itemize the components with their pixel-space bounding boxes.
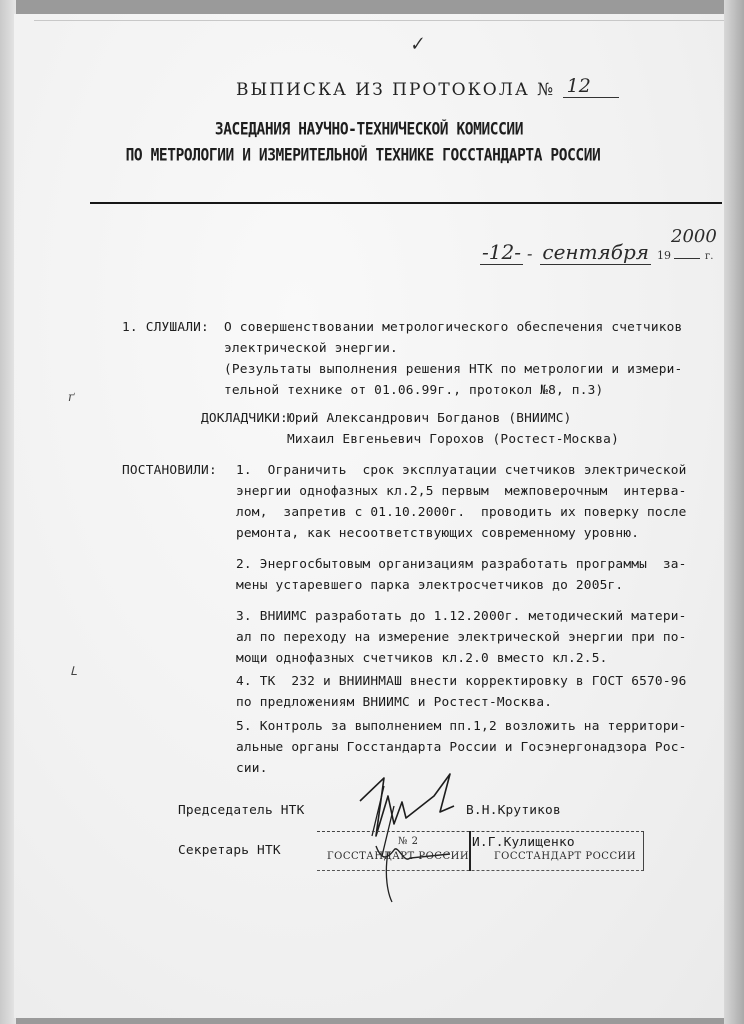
stamp-right-text: ГОССТАНДАРТ РОССИИ bbox=[494, 851, 637, 862]
chairman-name: В.Н.Крутиков bbox=[466, 803, 561, 818]
resolved-line: 2. Энергосбытовым организациям разработать программы за- bbox=[236, 557, 687, 572]
heard-line: О совершенствовании метрологического обеспечения счетчиков bbox=[224, 320, 683, 335]
page-top-edge bbox=[34, 14, 724, 21]
subtitle-line-1: ЗАСЕДАНИЯ НАУЧНО-ТЕХНИЧЕСКОЙ КОМИССИИ bbox=[214, 120, 524, 140]
heard-label: 1. СЛУШАЛИ: bbox=[122, 320, 209, 335]
date-century: 19 bbox=[657, 249, 672, 262]
resolved-item-4 bbox=[236, 671, 687, 713]
speakers-list bbox=[287, 408, 619, 450]
heard-line: (Результаты выполнения решения НТК по метрологии и измери- bbox=[224, 362, 683, 377]
subtitle-line-2: ПО МЕТРОЛОГИИ И ИЗМЕРИТЕЛЬНОЙ ТЕХНИКЕ ГОССТАНДАРТА РОССИИ bbox=[125, 146, 601, 166]
resolved-item-3 bbox=[236, 606, 687, 669]
document-title-text: ВЫПИСКА ИЗ ПРОТОКОЛА № bbox=[236, 80, 556, 100]
secretary-name: И.Г.Кулищенко bbox=[472, 835, 575, 850]
speaker-name: Михаил Евгеньевич Горохов (Ростест-Москва) bbox=[287, 432, 619, 447]
stamp-number: № 2 bbox=[398, 836, 419, 847]
date-day: -12- bbox=[482, 240, 521, 264]
resolved-line: по предложениям ВНИИМС и Ростест-Москва. bbox=[236, 695, 553, 710]
header-divider bbox=[90, 202, 722, 204]
margin-mark: ᒪ bbox=[70, 664, 77, 678]
stamp-left-text: ГОССТАНДАРТ РОССИИ bbox=[327, 851, 470, 862]
speaker-name: Юрий Александрович Богданов (ВНИИМС) bbox=[287, 411, 572, 426]
check-mark-icon: ✓ bbox=[407, 32, 426, 57]
date-month: сентября bbox=[542, 240, 650, 264]
resolved-line: 3. ВНИИМС разработать до 1.12.2000г. методический матери- bbox=[236, 609, 687, 624]
date-dash: - bbox=[526, 244, 533, 263]
resolved-line: энергии однофазных кл.2,5 первым межповерочным интерва- bbox=[236, 484, 687, 499]
resolved-line: 5. Контроль за выполнением пп.1,2 возложить на территори- bbox=[236, 719, 687, 734]
resolved-line: альные органы Госстандарта России и Госэнергонадзора Рос- bbox=[236, 740, 687, 755]
secretary-label: Секретарь НТК bbox=[178, 843, 281, 858]
stamp-divider bbox=[469, 831, 471, 871]
resolved-line: ал по переходу на измерение электрической энергии при по- bbox=[236, 630, 687, 645]
resolved-item-2 bbox=[236, 554, 687, 596]
document-date bbox=[480, 226, 717, 265]
resolved-line: лом, запретив с 01.10.2000г. проводить их поверку после bbox=[236, 505, 687, 520]
heard-line: электрической энергии. bbox=[224, 341, 398, 356]
resolved-line: мощи однофазных счетчиков кл.2.0 вместо кл.2.5. bbox=[236, 651, 608, 666]
heard-line: тельной технике от 01.06.99г., протокол №8, п.3) bbox=[224, 383, 604, 398]
speakers-label: ДОКЛАДЧИКИ: bbox=[201, 411, 288, 426]
date-year: 2000 bbox=[671, 226, 717, 247]
date-year-blank bbox=[674, 258, 700, 259]
heard-section bbox=[224, 317, 682, 401]
chairman-label: Председатель НТК bbox=[178, 803, 305, 818]
resolved-item-1 bbox=[236, 460, 687, 544]
resolved-line: ремонта, как несоответствующих современному уровню. bbox=[236, 526, 640, 541]
resolved-line: сии. bbox=[236, 761, 268, 776]
date-suffix: г. bbox=[705, 251, 714, 262]
resolved-label: ПОСТАНОВИЛИ: bbox=[122, 463, 217, 478]
resolved-line: мены устаревшего парка электросчетчиков до 2005г. bbox=[236, 578, 624, 593]
scan-right-edge bbox=[724, 0, 744, 1024]
margin-mark: ґ bbox=[68, 390, 75, 404]
resolved-line: 4. ТК 232 и ВНИИНМАШ внести корректировку в ГОСТ 6570-96 bbox=[236, 674, 687, 689]
resolved-line: 1. Ограничить срок эксплуатации счетчиков электрической bbox=[236, 463, 687, 478]
protocol-number: 12 bbox=[563, 75, 619, 98]
document-page bbox=[14, 14, 724, 1018]
document-title bbox=[236, 75, 619, 101]
